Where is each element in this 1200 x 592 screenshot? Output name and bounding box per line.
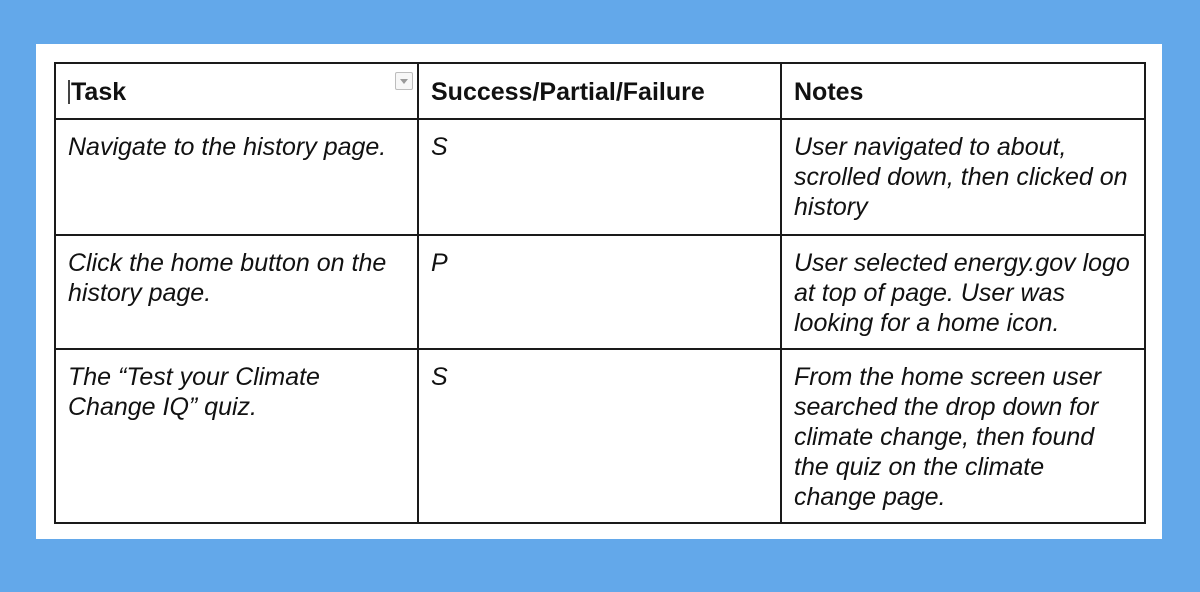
cell-notes[interactable]: User navigated to about, scrolled down, then clicked on history — [781, 119, 1145, 235]
header-row — [55, 63, 1145, 119]
cell-notes[interactable]: User selected energy.gov logo at top of page. User was looking for a home icon. — [781, 235, 1145, 349]
table-row — [55, 235, 1145, 349]
header-result-label: Success/Partial/Failure — [431, 78, 705, 106]
table-row — [55, 119, 1145, 235]
document-page — [36, 44, 1162, 539]
usability-results-table — [54, 62, 1146, 524]
cell-task[interactable]: Navigate to the history page. — [55, 119, 418, 235]
header-task[interactable] — [55, 63, 418, 119]
header-result[interactable] — [418, 63, 781, 119]
header-notes-label: Notes — [794, 78, 864, 106]
cell-task[interactable]: Click the home button on the history page. — [55, 235, 418, 349]
header-notes[interactable] — [781, 63, 1145, 119]
text-cursor — [68, 80, 70, 104]
chevron-down-icon[interactable] — [395, 72, 413, 90]
cell-result[interactable]: S — [418, 119, 781, 235]
header-task-label: Task — [71, 78, 127, 106]
cell-notes[interactable]: From the home screen user searched the drop down for climate change, then found the quiz on the climate change page. — [781, 349, 1145, 523]
cell-result[interactable]: P — [418, 235, 781, 349]
cell-result[interactable]: S — [418, 349, 781, 523]
cell-task[interactable]: The “Test your Climate Change IQ” quiz. — [55, 349, 418, 523]
table-row — [55, 349, 1145, 523]
